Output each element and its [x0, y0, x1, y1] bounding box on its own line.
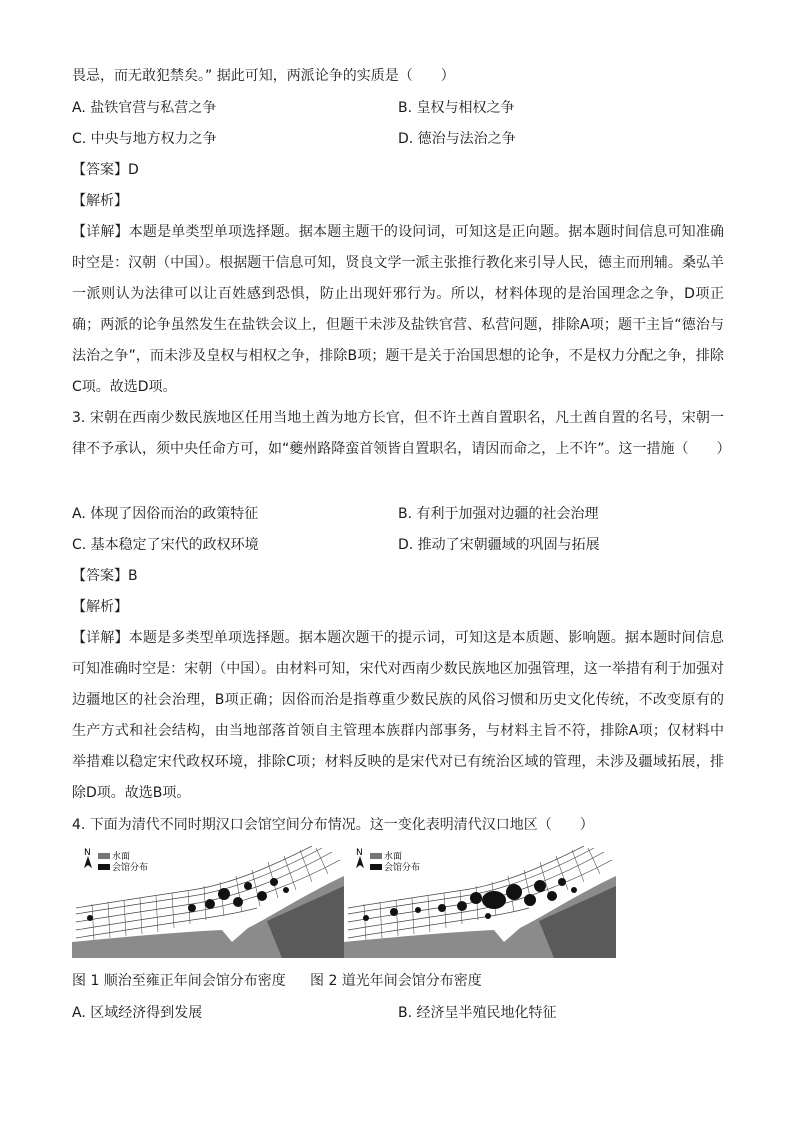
svg-text:水面: 水面	[112, 852, 131, 862]
q3-option-d: D. 推动了宋朝疆域的巩固与拓展	[398, 537, 600, 553]
q2-analysis-label: 【解析】	[72, 193, 128, 209]
q3-analysis-label: 【解析】	[72, 599, 128, 615]
q2-detail: 【详解】本题是单类型单项选择题。据本题主题干的设问词，可知这是正向题。据本题时间信息可知准确时空是：汉朝（中国）。根据题干信息可知，贤良文学一派主张推行教化来引导人民，德主而刑辅。桑弘羊一派则认为法律可以让百姓感到恐惧，防止出现奸邪行为。所以，材料体现的是治国理念之争，D项正确；两派的论争虽然发生在盐铁会议上，但题干未涉及盐铁官营、私营问题，排除A项；题干主旨“德治与法治之争”，而未涉及皇权与相权之争，排除B项；题干是关于治国思想的论争，不是权力分配之争，排除C项。故选D项。	[72, 224, 724, 395]
map-figure-2	[344, 846, 616, 958]
q4-option-b: B. 经济呈半殖民地化特征	[398, 1005, 557, 1021]
q2-stem-tail: 畏忌，而无敢犯禁矣。” 据此可知，两派论争的实质是（ ）	[72, 68, 455, 84]
map-caption-2: 图 2 道光年间会馆分布密度	[310, 973, 482, 989]
q3-detail: 【详解】本题是多类型单项选择题。据本题次题干的提示词，可知这是本质题、影响题。据本题时间信息可知准确时空是：宋朝（中国）。由材料可知，宋代对西南少数民族地区加强管理，这一举措有利于加强对边疆地区的社会治理，B项正确；因俗而治是指尊重少数民族的风俗习惯和历史文化传统，不改变原有的生产方式和社会结构，由当地部落首领自主管理本族群内部事务，与材料主旨不符，排除A项；仅材料中举措难以稳定宋代政权环境，排除C项；材料反映的是宋代对已有统治区域的管理，未涉及疆域拓展，排除D项。故选B项。	[72, 630, 724, 801]
q3-stem: 3. 宋朝在西南少数民族地区任用当地土酋为地方长官，但不许土酋自置职名，凡土酋自置的名号，宋朝一律不予承认，须中央任命方可，如“夔州路降蛮首领皆自置职名，请因而命之，上不许”。这一措施（ ）	[72, 410, 731, 457]
q3-option-b: B. 有利于加强对边疆的社会治理	[398, 506, 599, 522]
svg-text:会馆分布: 会馆分布	[112, 863, 149, 873]
q4-stem: 4. 下面为清代不同时期汉口会馆空间分布情况。这一变化表明清代汉口地区（ ）	[72, 817, 594, 833]
q4-option-a: A. 区域经济得到发展	[72, 1005, 203, 1021]
q3-answer: 【答案】B	[72, 568, 138, 584]
q2-option-b: B. 皇权与相权之争	[398, 100, 515, 116]
q2-option-a: A. 盐铁官营与私营之争	[72, 100, 217, 116]
q2-option-c: C. 中央与地方权力之争	[72, 131, 217, 147]
svg-text:水面: 水面	[384, 852, 403, 862]
map-figure-1	[72, 846, 344, 958]
svg-text:会馆分布: 会馆分布	[384, 863, 421, 873]
svg-text:N: N	[356, 848, 363, 858]
q3-option-a: A. 体现了因俗而治的政策特征	[72, 506, 259, 522]
q3-option-c: C. 基本稳定了宋代的政权环境	[72, 537, 259, 553]
map-caption-1: 图 1 顺治至雍正年间会馆分布密度	[72, 973, 286, 989]
q2-option-d: D. 德治与法治之争	[398, 131, 516, 147]
q2-answer: 【答案】D	[72, 162, 139, 178]
svg-text:N: N	[84, 848, 91, 858]
